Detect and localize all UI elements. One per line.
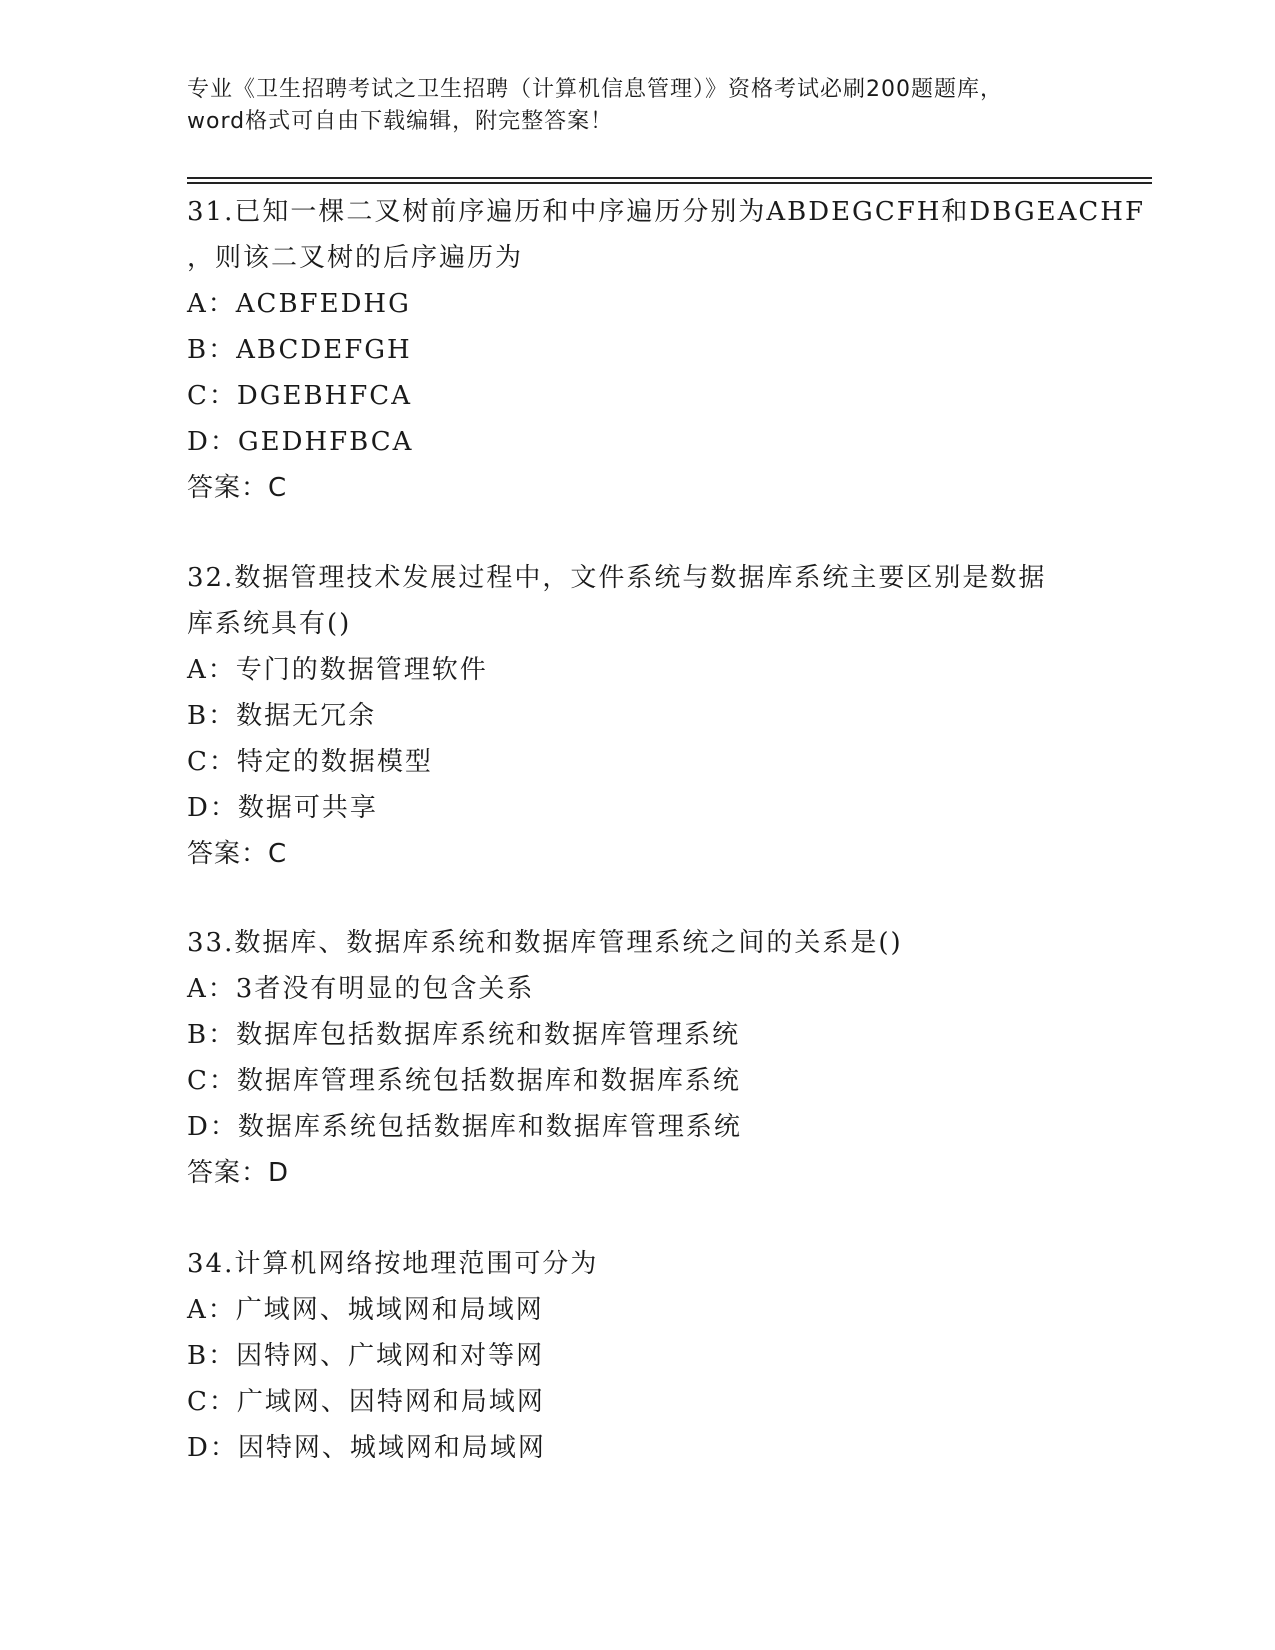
header-divider-bottom — [187, 182, 1152, 184]
option-d: D：GEDHFBCA — [187, 427, 414, 457]
option-c: C：DGEBHFCA — [187, 381, 412, 411]
option-c: C：广域网、因特网和局域网 — [187, 1387, 545, 1417]
option-c: C：数据库管理系统包括数据库和数据库系统 — [187, 1066, 741, 1096]
option-b: B：因特网、广域网和对等网 — [187, 1341, 545, 1371]
question-block — [187, 1241, 1087, 1471]
option-a: A：3者没有明显的包含关系 — [187, 974, 535, 1004]
option-d: D：数据可共享 — [187, 793, 378, 823]
option-a: A：ACBFEDHG — [187, 289, 411, 319]
question-block — [187, 920, 1087, 1196]
option-b: B：数据库包括数据库系统和数据库管理系统 — [187, 1020, 741, 1050]
option-d: D：数据库系统包括数据库和数据库管理系统 — [187, 1112, 742, 1142]
document-header — [187, 74, 1087, 138]
header-subtitle-line: word格式可自由下载编辑，附完整答案！ — [187, 109, 614, 134]
question-stem-line: 34.计算机网络按地理范围可分为 — [187, 1249, 599, 1279]
question-block — [187, 555, 1087, 877]
question-stem-line: 库系统具有() — [187, 609, 352, 639]
option-a: A：广域网、城域网和局域网 — [187, 1295, 544, 1325]
option-a: A：专门的数据管理软件 — [187, 655, 488, 685]
option-d: D：因特网、城域网和局域网 — [187, 1433, 546, 1463]
question-stem-line: 32.数据管理技术发展过程中，文件系统与数据库系统主要区别是数据 — [187, 563, 1047, 593]
question-block — [187, 189, 1146, 511]
option-b: B：ABCDEFGH — [187, 335, 412, 365]
answer-line: 答案：C — [187, 473, 288, 503]
question-stem-line: 33.数据库、数据库系统和数据库管理系统之间的关系是() — [187, 928, 903, 958]
option-c: C：特定的数据模型 — [187, 747, 433, 777]
option-b: B：数据无冗余 — [187, 701, 377, 731]
header-divider-top — [187, 177, 1152, 179]
question-stem-line: 31.已知一棵二叉树前序遍历和中序遍历分别为ABDEGCFH和DBGEACHF — [187, 197, 1146, 227]
header-title-line: 专业《卫生招聘考试之卫生招聘（计算机信息管理）》资格考试必刷200题题库， — [187, 77, 1003, 102]
question-stem-line: ，则该二叉树的后序遍历为 — [187, 243, 524, 273]
answer-line: 答案：D — [187, 1158, 290, 1188]
answer-line: 答案：C — [187, 839, 288, 869]
